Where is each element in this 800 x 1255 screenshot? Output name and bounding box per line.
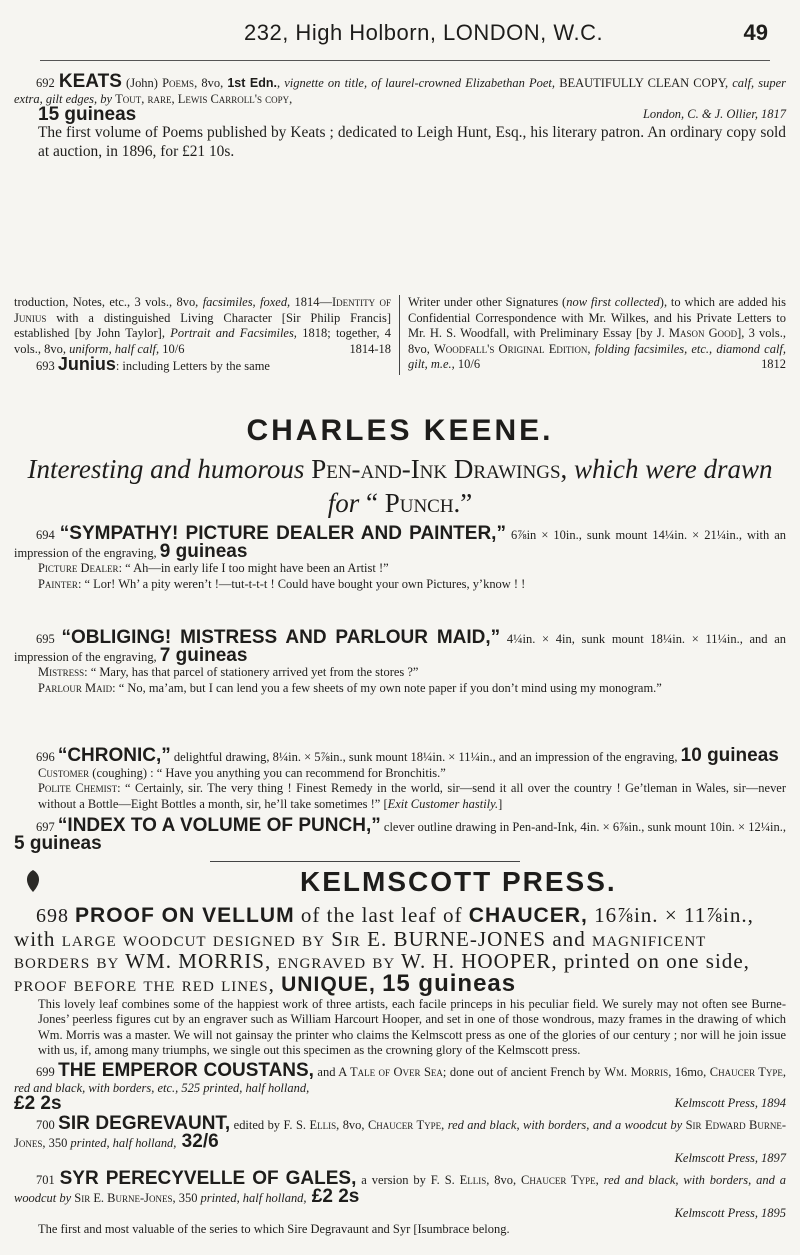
lot-price: 5 guineas [14,832,102,854]
subheading-text: “ Punch.” [365,488,473,518]
column-text: with a distinguished Living Character [Sir Philip Francis] established [by John Taylor], [14,310,391,341]
ornament-leaf-icon [20,868,46,894]
lot-price: 10 guineas [680,745,779,766]
lot-text: Sir Edward Burne-Jones, [14,1118,787,1150]
junius-columns [14,295,786,375]
lot-dialogue: Exit Customer hastily. [387,796,499,811]
lot-title: PROOF ON VELLUM [75,904,295,927]
column-text: Woodfall's Original Edition, [434,341,591,356]
lot-text: BEAUTIFULLY CLEAN COPY, [559,76,729,90]
column-text: facsimiles, foxed, [202,295,291,309]
lot-price: 15 guineas [382,969,517,997]
lot-text: printed, half holland, [200,1190,307,1205]
lot-text: 16mo, [671,1065,710,1079]
lot-text: printed, half holland, [70,1135,177,1150]
lot-text: calf, super extra, gilt edges, by [14,76,786,106]
lot-text: Ellis [459,1173,487,1187]
lot-speaker: Painter [38,576,78,591]
lot-title: SYR PERECYVELLE OF GALES, [59,1168,357,1189]
lot-number: 695 [36,632,62,646]
lot-title: “CHRONIC,” [57,745,171,766]
section-heading-kelmscott: KELMSCOTT PRESS. [300,866,617,897]
lot-imprint: Kelmscott Press, 1894 [674,1096,786,1111]
lot-number: 700 [36,1118,59,1132]
lot-694 [14,523,787,592]
lot-speaker: Mistress [38,665,85,680]
lot-dialogue: : “ Mary, has that parcel of stationery arrived yet from the stores ?” [84,665,419,680]
column-text: 1814— [290,295,332,309]
lot-imprint: London, C. & J. Ollier, 1817 [642,107,786,122]
lot-text: rare, [147,91,175,106]
lot-699 [14,1060,787,1115]
lot-dialogue: : “ Certainly, sir. The very thing ! Finest Remedy in the world, sir—send it all over the country ! Ge’tleman in Wales, sir—never without a Bottle—Eight Bottles a month, sir, he’ll take sometimes !” [ [38,781,786,811]
lot-dialogue: (coughing) : “ Have you anything you can recommend for Bronchitis.” [89,765,446,780]
lot-text: 16⅞in. × 11⅞in., with [14,903,754,951]
lot-text: 350 [175,1190,201,1205]
lot-text: Sir E. Burne-Jones, [74,1190,176,1205]
page-number: 49 [743,20,768,45]
column-text: Portrait and Facsimiles, [170,326,297,341]
lot-696 [14,745,786,812]
lot-text: 350 [45,1135,71,1150]
lot-text: 6⅞in × 10in., sunk mount 14¼in. × 21¼in., with an impression of the engraving, [14,528,787,560]
column-text: Mason Good [668,326,738,341]
lot-title: THE EMPEROR COUSTANS, [58,1060,314,1081]
lot-imprint: Kelmscott Press, 1897 [674,1151,786,1166]
lot-speaker: Parlour Maid [38,680,113,695]
lot-text: a version by F. S. [356,1173,460,1187]
lot-698 [14,904,786,1059]
lot-title: SIR DEGREVAUNT, [58,1113,231,1134]
column-price: 10/6 [159,341,185,356]
lot-number: 696 [36,750,58,764]
lot-title: “INDEX TO A VOLUME OF PUNCH,” [57,815,381,836]
lot-price: £2 2s [14,1093,62,1115]
column-text: folding facsimiles, etc., diamond calf, gilt, m.e., [408,341,786,372]
lot-text: , 8vo, [194,76,228,90]
right-column [400,295,786,375]
lot-698-heading [14,904,786,997]
page-header [14,20,786,60]
column-price: 10/6 [454,357,481,372]
lot-note: The first and most valuable of the series to which Sire Degravaunt and Syr [Isumbrace belong. [38,1221,510,1236]
lot-price: 32/6 [176,1130,219,1152]
lot-dialogue: : “ Ah—in early life I too might have been an Artist !” [118,561,389,576]
lot-text: Chaucer Type, [367,1118,445,1132]
lot-text: Tout, [115,91,145,106]
column-text: now first collected [566,295,660,309]
lot-text: edited by F. S. [230,1118,310,1132]
lot-speaker: Picture Dealer [38,561,119,576]
header-rule [40,60,770,61]
lot-text: ; done out of ancient French by [442,1065,605,1079]
lot-text: Lewis Carroll's copy, [177,91,293,106]
subheading-text: Interesting and humorous [27,454,312,484]
lot-text: and A [313,1065,350,1079]
lot-text: Chaucer Type, [709,1065,787,1079]
column-text: 1818; together, 4 vols., 8vo, [14,326,391,356]
lot-dialogue: : “ No, ma’am, but I can lend you a few sheets of my own note paper if you don’t mind using my monogram.” [112,680,662,695]
lot-number: 694 [36,528,60,542]
left-column [14,295,400,375]
lot-text: red and black, with borders, etc., 525 printed, half holland, [14,1080,310,1095]
lot-text: UNIQUE, [281,972,376,996]
column-date: 1814-18 [349,341,391,356]
lot-692 [14,71,786,162]
lot-text: red and black, with borders, and a woodcut by [447,1118,686,1132]
lot-text: delightful drawing, 8¼in. × 5⅞in., sunk mount 18¼in. × 11¼in., and an impression of the engraving, [170,750,681,764]
lot-author: KEATS [58,71,122,92]
column-text: : including Letters by the same [115,359,270,374]
lot-text: printed on one side, [557,949,750,974]
lot-title: Poems [162,76,195,90]
lot-text: red and black, with borders, and a woodcut by [14,1173,787,1205]
lot-text: proof before the red lines, [14,971,275,996]
lot-text: magnificent borders by WM. MORRIS, engraved by W. H. HOOPER, [14,926,707,974]
subheading-text: which were drawn for [327,454,773,518]
column-text: uniform, half calf, [69,341,160,356]
lot-text: , 8vo, [486,1173,522,1187]
section-divider [210,861,520,862]
column-text: ), to which are added his Confidential Correspondence with Mr. Wilkes, and his Private Letters to Mr. H. S. Woodfall, with Preliminary Essay [by J. [408,295,786,341]
lot-edition: 1st Edn. [227,76,277,90]
lot-text: clever outline drawing in Pen-and-Ink, 4in. × 6⅞in., sunk mount 10in. × 12¼in., [380,820,786,834]
subheading-text: Pen-and-Ink Drawings, [311,454,568,484]
lot-text: , 8vo, [336,1118,368,1132]
lot-697 [14,815,786,854]
lot-imprint: Kelmscott Press, 1895 [674,1206,786,1221]
lot-text: vignette on title, of laurel-crowned Elizabethan Poet, [284,76,556,90]
lot-text: Ellis [309,1118,337,1132]
lot-number: 701 [36,1173,60,1187]
lot-price: £2 2s [306,1185,360,1207]
lot-number: 697 [36,820,58,834]
lot-price: 15 guineas [38,104,137,126]
lot-dialogue: : “ Lor! Wh’ a pity weren’t !—tut-t-t-t ! Could have bought your own Pictures, y’know ! ! [77,576,526,591]
lot-number: 699 [36,1065,59,1079]
lot-title: “OBLIGING! MISTRESS AND PARLOUR MAID,” [61,627,501,648]
lot-text: and [546,926,592,951]
column-text: ], 3 vols., 8vo, [408,326,786,356]
lot-text: 4¼in. × 4in, sunk mount 18¼in. × 11¼in., and an impression of the engraving, [14,632,787,664]
section-heading-keene: CHARLES KEENE. [246,414,554,447]
column-text: troduction, Notes, etc., 3 vols., 8vo, [14,295,203,309]
column-text: Writer under other Signatures ( [408,295,567,309]
lot-number: 693 [36,359,58,374]
lot-text: large woodcut designed by Sir E. BURNE-JONES [61,926,547,951]
lot-dialogue: ] [498,796,503,811]
lot-price: 7 guineas [159,644,248,666]
column-text: Identity of Junius [14,295,391,325]
lot-700 [14,1113,787,1167]
lot-number: 698 [36,905,75,927]
lot-number: 692 [36,76,55,90]
lot-title: CHAUCER, [468,904,588,927]
lot-text: of the last leaf of [294,903,469,927]
column-date: 1812 [761,357,786,372]
lot-text: Wm. Morris, [604,1065,672,1079]
lot-text: , [276,76,285,90]
lot-695 [14,627,787,696]
lot-price: 9 guineas [159,540,248,562]
lot-speaker: Polite Chemist [38,781,118,796]
page-header-address: 232, High Holborn, LONDON, W.C. [244,20,604,45]
lot-author: Junius [57,354,116,375]
lot-701 [14,1168,787,1237]
lot-text: (John) [121,76,163,90]
section-subheading-keene [14,452,786,520]
lot-text: Tale of Over Sea [349,1065,443,1079]
lot-text: Chaucer Type, [521,1173,599,1187]
lot-note: The first volume of Poems published by Keats ; dedicated to Leigh Hunt, Esq., his literary patron. An ordinary copy sold at auction, in 1896, for £21 10s. [38,123,786,161]
lot-note: This lovely leaf combines some of the happiest work of three artists, each facile princeps in his peculiar field. We surely may not often see Burne-Jones’ peerless figures cut by an engraver such as William Harcourt Hooper, and set in one of those wondrous, mazy frames in the drawing of which Wm. Morris was a master. We will not gainsay the printer who claims the Kelmscott press as one of the glories of our century ; nor will he join issue with us, if, among many triumphs, we single out this specimen as the crowning glory of the Kelmscott press. [38,996,786,1058]
lot-speaker: Customer [38,765,90,780]
lot-title: “SYMPATHY! PICTURE DEALER AND PAINTER,” [59,523,506,544]
